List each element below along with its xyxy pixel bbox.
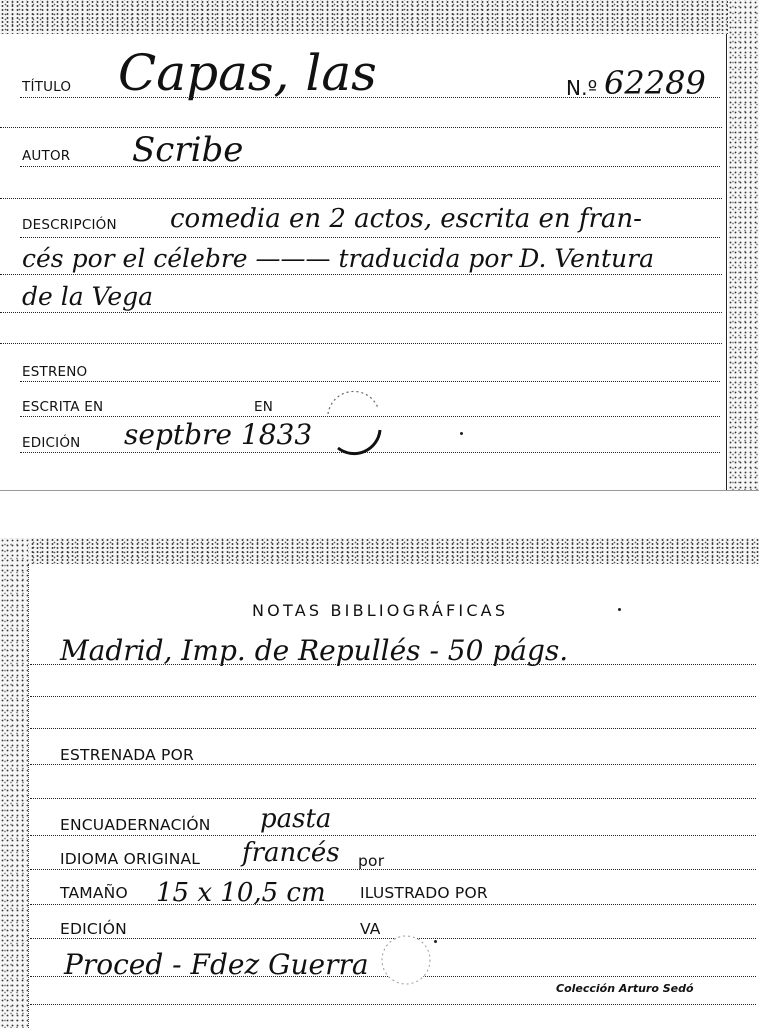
estreno-label: ESTRENO: [22, 364, 88, 380]
descripcion-rule2: [0, 274, 722, 275]
edicion2-label: EDICIÓN: [60, 920, 127, 938]
speck-dot: [460, 432, 463, 435]
collection-credit: Colección Arturo Sedó: [556, 982, 694, 995]
speck-dot: [618, 608, 621, 611]
descripcion-line3: de la Vega: [22, 282, 154, 311]
titulo-label: TÍTULO: [22, 79, 72, 95]
rule: [0, 198, 722, 199]
descripcion-line1: comedia en 2 actos, escrita en fran-: [170, 204, 642, 234]
tamano-line: [30, 904, 756, 905]
descripcion-line2: cés por el célebre ——— traducida por D. Ventura: [22, 244, 655, 273]
middle-speckle-border: [0, 538, 759, 566]
estreno-line: [20, 381, 720, 382]
notes-line1: Madrid, Imp. de Repullés - 50 págs.: [60, 634, 569, 667]
card2-left-edge: [28, 564, 29, 1028]
autor-value: Scribe: [132, 130, 244, 170]
ilustrado-label: ILUSTRADO POR: [360, 884, 488, 902]
tamano-label: TAMAÑO: [60, 884, 128, 902]
escrita-label: ESCRITA EN: [22, 399, 104, 415]
descripcion-rule3: [0, 312, 722, 313]
descripcion-rule1: [20, 237, 720, 238]
punch-hole-mark: [374, 930, 438, 986]
autor-label: AUTOR: [22, 148, 71, 164]
card2-left-speckle: [0, 538, 28, 1028]
titulo-value: Capas, las: [118, 44, 377, 102]
en-label: EN: [254, 399, 274, 415]
va-label: VA: [360, 920, 381, 938]
notes-rule2: [30, 696, 756, 697]
por-label: por: [358, 852, 385, 870]
catalog-card-main: [0, 34, 728, 490]
card-gap: [0, 490, 759, 539]
rule: [0, 343, 722, 344]
notas-heading: NOTAS BIBLIOGRÁFICAS: [252, 601, 509, 620]
number-label: N.º: [566, 76, 598, 100]
edicion-value: septbre 1833: [124, 418, 313, 451]
card1-right-speckle: [728, 0, 759, 490]
encuadernacion-label: ENCUADERNACIÓN: [60, 816, 211, 834]
top-speckle-border: [0, 0, 759, 36]
notes-rule3: [30, 728, 756, 729]
notes-rule1: [30, 664, 756, 665]
edicion-label: EDICIÓN: [22, 435, 81, 451]
idioma-label: IDIOMA ORIGINAL: [60, 850, 201, 868]
idioma-line: [30, 869, 756, 870]
speck-dot: [434, 940, 437, 943]
punch-hole-mark: [318, 386, 388, 458]
estrenada-label: ESTRENADA POR: [60, 746, 194, 764]
rule: [0, 127, 722, 128]
autor-line: [20, 166, 720, 167]
tamano-value: 15 x 10,5 cm: [156, 878, 326, 908]
estrenada-rule2: [30, 798, 756, 799]
titulo-line: [20, 97, 720, 98]
card1-right-edge: [726, 34, 727, 490]
number-value: 62289: [604, 64, 706, 102]
proced-value: Proced - Fdez Guerra: [64, 948, 369, 981]
descripcion-label: DESCRIPCIÓN: [22, 217, 117, 233]
encuadernacion-line: [30, 835, 756, 836]
estrenada-rule1: [30, 764, 756, 765]
bottom-rule: [30, 1004, 756, 1005]
idioma-value: francés: [242, 838, 340, 868]
catalog-card-notes: [28, 564, 759, 1028]
encuadernacion-value: pasta: [260, 804, 332, 834]
